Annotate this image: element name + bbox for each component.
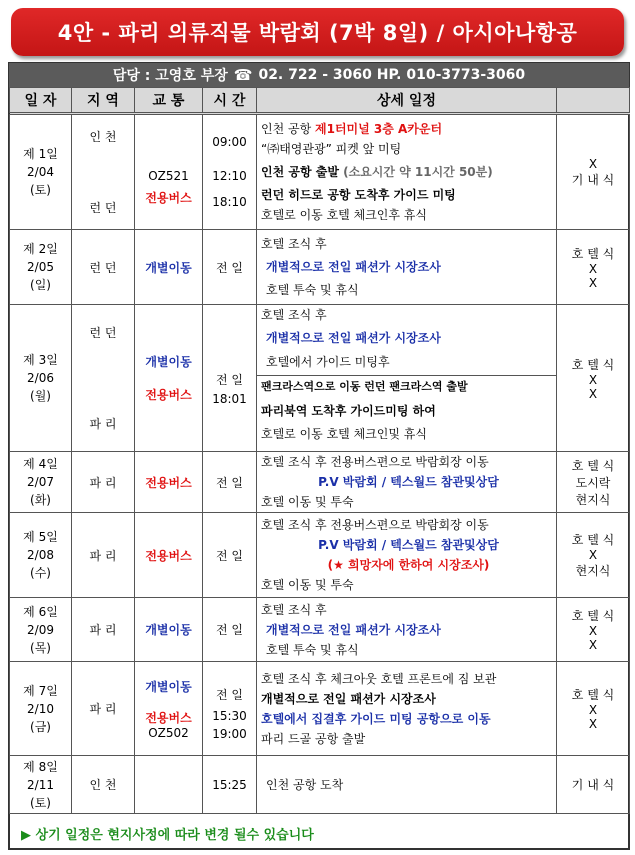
- footer-note: [9, 817, 629, 849]
- header-row: [10, 88, 630, 114]
- page-title: 4안 - 파리 의류직물 박람회 (7박 8일) / 아시아나항공: [57, 21, 578, 45]
- table-row: [10, 513, 630, 598]
- detail-line: 호텔에서 집결후 가이드 미팅 공항으로 이동: [261, 711, 491, 726]
- transport-cell: 전용버스: [135, 513, 203, 598]
- contact-bar: [9, 63, 629, 87]
- detail-line: 호텔로 이동 호텔 체크인후 휴식: [261, 208, 427, 222]
- detail-cell: [257, 230, 557, 305]
- header-detail: 상세 일정: [257, 88, 557, 114]
- region-cell: 파 리: [72, 598, 135, 662]
- detail-line: 호텔 투숙 및 휴식: [266, 283, 359, 297]
- title-banner: [11, 8, 624, 56]
- time-cell: 전 일: [203, 598, 257, 662]
- arrow-icon: ▶: [21, 827, 31, 843]
- time-cell: 전 일: [203, 452, 257, 513]
- detail-cell: [257, 662, 557, 756]
- detail-line: 호텔 조식 후 전용버스편으로 박람회장 이동: [261, 455, 489, 469]
- meals-cell: 호 텔 식 X X: [557, 598, 630, 662]
- detail-cell: [257, 114, 557, 230]
- transport-cell: 개별이동 전용버스 OZ502: [135, 662, 203, 756]
- meals-cell: 기 내 식: [557, 756, 630, 814]
- header-date: 일 자: [10, 88, 72, 114]
- region-cell: 파 리: [72, 513, 135, 598]
- table-row: [10, 598, 630, 662]
- transport-text: 전용버스: [145, 190, 192, 205]
- detail-line: P.V 박람회 / 텍스월드 참관및상담: [318, 538, 499, 552]
- detail-line: 개별적으로 전일 패션가 시장조사: [266, 622, 441, 637]
- detail-line: 호텔 조식 후 전용버스편으로 박람회장 이동: [261, 518, 489, 532]
- detail-line: 개별적으로 전일 패션가 시장조사: [266, 331, 441, 345]
- region-cell: 인 천: [72, 756, 135, 814]
- detail-line: 호텔 이동 및 투숙: [261, 578, 354, 592]
- detail-line: P.V 박람회 / 텍스월드 참관및상담: [318, 475, 499, 489]
- detail-line: 파리북역 도착후 가이드미팅 하여: [261, 404, 436, 418]
- detail-line: 개별적으로 전일 패션가 시장조사: [266, 260, 441, 274]
- header-region: 지 역: [72, 88, 135, 114]
- table-row: [10, 305, 630, 452]
- time-cell: 15:25: [203, 756, 257, 814]
- region-cell: 파 리: [72, 452, 135, 513]
- day-cell: 제 5일 2/08 (수): [10, 513, 72, 598]
- table-row: [10, 662, 630, 756]
- detail-cell: [257, 756, 557, 814]
- meals-cell: 호 텔 식 도시락 현지식: [557, 452, 630, 513]
- detail-line: 팬크라스역으로 이동 런던 팬크라스역 출발: [257, 375, 556, 398]
- detail-line: 런던 히드로 공항 도착후 가이드 미팅: [261, 188, 456, 202]
- time-cell: 전 일: [203, 230, 257, 305]
- header-time: 시 간: [203, 88, 257, 114]
- detail-cell: [257, 305, 557, 452]
- meals-cell: [557, 114, 630, 230]
- day-number: 제 1일: [23, 147, 58, 161]
- contact-numbers: 02. 722 - 3060 HP. 010-3773-3060: [258, 67, 526, 83]
- day-cell: 제 4일 2/07 (화): [10, 452, 72, 513]
- detail-line: 호텔에서 가이드 미팅후: [266, 355, 390, 369]
- detail-line: 호텔로 이동 호텔 체크인및 휴식: [261, 427, 427, 441]
- time-text: 18:10: [212, 195, 247, 209]
- detail-cell: [257, 452, 557, 513]
- detail-cell: [257, 598, 557, 662]
- meals-cell: 호 텔 식 X 현지식: [557, 513, 630, 598]
- meal-text: 기 내 식: [571, 172, 615, 187]
- time-cell: 전 일 15:30 19:00: [203, 662, 257, 756]
- day-cell: 제 6일 2/09 (목): [10, 598, 72, 662]
- flight-code: OZ521: [148, 168, 189, 183]
- detail-line: 호텔 조식 후: [261, 308, 327, 322]
- meals-cell: 호 텔 식 X X: [557, 662, 630, 756]
- region-text: 인 천: [89, 130, 117, 145]
- detail-cell: [257, 513, 557, 598]
- detail-line: 호텔 조식 후 체크아웃 호텔 프론트에 짐 보관: [261, 671, 497, 686]
- footer-text: 상기 일정은 현지사정에 따라 변경 될수 있습니다: [35, 827, 314, 843]
- phone-icon: ☎: [233, 66, 253, 84]
- detail-line: 파리 드골 공항 출발: [261, 731, 366, 746]
- region-cell: [72, 114, 135, 230]
- time-text: 09:00: [212, 135, 247, 149]
- table-row: [10, 114, 630, 230]
- detail-line: (★ 희망자에 한하여 시장조사): [327, 558, 490, 572]
- meal-text: X: [588, 156, 598, 171]
- time-cell: 전 일: [203, 513, 257, 598]
- day-cell: 제 8일 2/11 (토): [10, 756, 72, 814]
- region-cell: 파 리: [72, 662, 135, 756]
- region-cell: 런 던: [72, 230, 135, 305]
- table-row: [10, 452, 630, 513]
- detail-line: 인천 공항 도착: [266, 777, 344, 792]
- transport-cell: 개별이동: [135, 598, 203, 662]
- transport-cell: [135, 756, 203, 814]
- transport-cell: [135, 114, 203, 230]
- detail-line: 호텔 조식 후: [261, 602, 327, 617]
- detail-line: 호텔 이동 및 투숙: [261, 495, 354, 509]
- detail-line: 인천 공항 제1터미널 3층 A카운터: [261, 122, 443, 136]
- table-row: [10, 756, 630, 814]
- day-date: 2/04: [27, 165, 54, 179]
- header-transport: 교 통: [135, 88, 203, 114]
- day-weekday: (토): [30, 183, 51, 197]
- contact-manager: 담당 : 고영호 부장: [112, 68, 228, 84]
- day-cell: [10, 114, 72, 230]
- detail-line: 호텔 투숙 및 휴식: [266, 642, 359, 657]
- itinerary-table: [9, 87, 630, 814]
- transport-cell: 개별이동: [135, 230, 203, 305]
- day-cell: 제 2일 2/05 (일): [10, 230, 72, 305]
- table-row: [10, 230, 630, 305]
- detail-line: 개별적으로 전일 패션가 시장조사: [261, 691, 436, 706]
- meals-cell: 호 텔 식 X X: [557, 230, 630, 305]
- transport-cell: 전용버스: [135, 452, 203, 513]
- region-cell: 런 던 파 리: [72, 305, 135, 452]
- meals-cell: 호 텔 식 X X: [557, 305, 630, 452]
- time-cell: [203, 114, 257, 230]
- detail-line: “㈜태영관광” 피켓 앞 미팅: [261, 142, 402, 156]
- day-cell: 제 7일 2/10 (금): [10, 662, 72, 756]
- region-text: 런 던: [89, 200, 117, 215]
- transport-cell: 개별이동 전용버스: [135, 305, 203, 452]
- day-cell: 제 3일 2/06 (월): [10, 305, 72, 452]
- header-meals: [557, 88, 630, 114]
- detail-line: 인천 공항 출발 (소요시간 약 11시간 50분): [261, 165, 493, 179]
- detail-line: 호텔 조식 후: [261, 237, 327, 251]
- time-cell: 전 일 18:01: [203, 305, 257, 452]
- time-text: 12:10: [212, 169, 247, 183]
